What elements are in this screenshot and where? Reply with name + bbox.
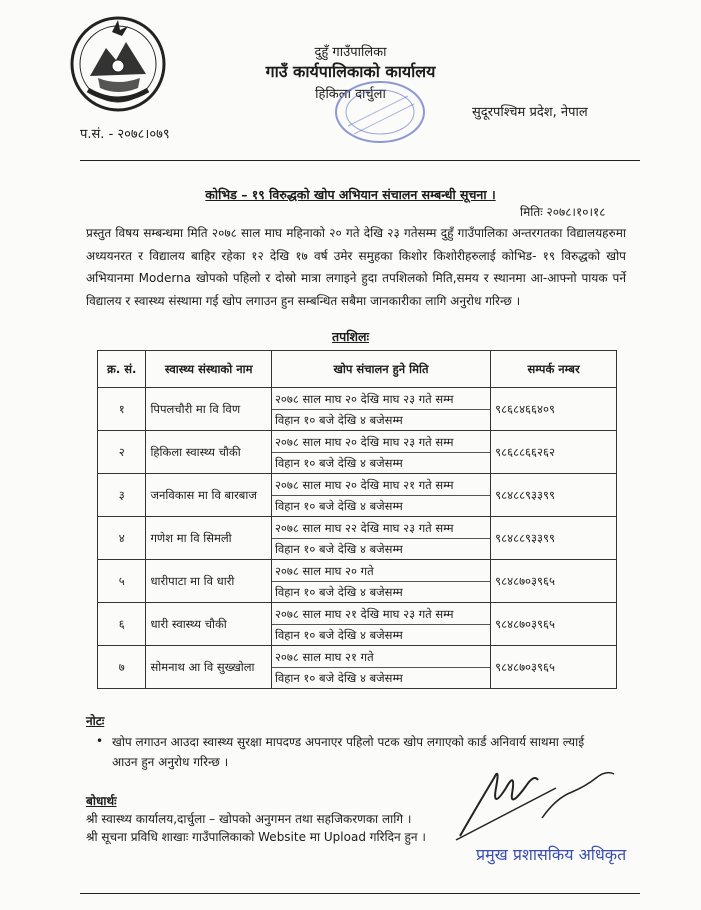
office-name: गाउँ कार्यपालिकाको कार्यालय [265,62,436,81]
table-row [98,388,617,431]
institution-cell: हिकिला स्वास्थ्य चौकी [146,431,271,474]
cc-item: श्री सूचना प्रविधि शाखाः गाउँपालिकाको Website मा Upload गरिदिन हुन । [86,830,426,844]
institution-cell: जनविकास मा वि बारबाज [146,474,271,517]
handwritten-signature-icon [446,748,626,848]
schedule-time: विहान १० बजे देखि ४ बजेसम्म [274,627,403,642]
notice-body: प्रस्तुत विषय सम्बन्धमा मिति २०७८ साल माघ महिनाको २० गते देखि २३ गतेसम्म दुहुँ गाउँपालिका अन्तरगतका विद्यालयहरुमा अध्ययनरत र विद्यालय बाहिर रहेका १२ देखि १७ वर्ष उमेर समुहका किशोर किशोरीहरुलाई कोभिड- १९ विरुद्धको खोप अभियानमा Moderna खोपको पहिलो र दोस्रो मात्रा लगाइने हुदा तपशिलको मिति,समय र स्थानमा आ-आफ्नो पायक पर्ने विद्यालय र स्वास्थ्य संस्थामा गई खोप लगाउन हुन सम्बन्धित सबैमा जानकारीका लागि अनुरोध गरिन्छ । [86,226,626,308]
column-header: खोप संचालन हुने मिति [271,351,490,388]
schedule-time: विहान १० बजे देखि ४ बजेसम्म [274,670,403,685]
institution-cell: गणेश मा वि सिमली [146,517,271,560]
contact-cell: ९८६८४६६४०९ [491,388,617,431]
schedule-cell [271,517,490,560]
contact-cell: ९८४८८९३३९९ [491,474,617,517]
contact-cell: ९८६८८६६२६२ [491,431,617,474]
serial-cell: २ [98,431,146,474]
schedule-time: विहान १० बजे देखि ४ बजेसम्म [274,455,403,470]
notice-date: मितिः २०७८।१०।१८ [520,205,606,219]
institution-cell: सोमनाथ आ वि सुख्खोला [146,646,271,689]
office-location: हिकिला दार्चुला [315,87,386,102]
cc-heading: बोधार्थः [86,794,117,808]
contact-cell: ९८४८७०३९६५ [491,646,617,689]
serial-cell: ४ [98,517,146,560]
serial-cell: ६ [98,603,146,646]
note-heading: नोटः [86,714,105,728]
vaccination-schedule-table [97,350,617,689]
institution-cell: धारी स्वास्थ्य चौकी [146,603,271,646]
office-stamp-icon [318,76,428,146]
schedule-cell [271,560,490,603]
schedule-date: २०७८ साल माघ २१ गते [272,647,490,668]
column-header: सम्पर्क नम्बर [491,351,617,388]
table-header-row [98,351,617,388]
schedule-date: २०७८ साल माघ २० देखि माघ २१ गते सम्म [272,475,490,496]
serial-cell: ५ [98,560,146,603]
notice-subject: कोभिड – १९ विरुद्धको खोप अभियान संचालन सम्बन्धी सूचना । [205,187,496,202]
contact-cell: ९८४८७०३९६५ [491,603,617,646]
schedule-cell [271,646,490,689]
schedule-cell [271,431,490,474]
serial-cell: ३ [98,474,146,517]
table-row [98,603,617,646]
schedule-cell [271,474,490,517]
note-text: खोप लगाउन आउदा स्वास्थ्य सुरक्षा मापदण्ड अपनाएर पहिलो पटक खोप लगाएको कार्ड अनिवार्य साथमा ल्याई आउन हुन अनुरोध गरिन्छ । [112,735,585,769]
schedule-cell [271,388,490,431]
institution-cell: धारीपाटा मा वि धारी [146,560,271,603]
column-header: स्वास्थ्य संस्थाको नाम [146,351,271,388]
cc-item: श्री स्वास्थ्य कार्यालय,दार्चुला – खोपको अनुगमन तथा सहजिकरणका लागि । [86,812,412,826]
table-row [98,646,617,689]
schedule-time: विहान १० बजे देखि ४ बजेसम्म [274,412,403,427]
column-header: क्र. सं. [98,351,146,388]
schedule-date: २०७८ साल माघ २० देखि माघ २३ गते सम्म [272,432,490,453]
contact-cell: ९८४८७०३९६५ [491,560,617,603]
province-name: सुदूरपश्चिम प्रदेश, नेपाल [472,105,588,120]
institution-cell: पिपलचौरी मा वि विण [146,388,271,431]
serial-cell: १ [98,388,146,431]
table-row [98,474,617,517]
serial-cell: ७ [98,646,146,689]
schedule-date: २०७८ साल माघ २० गते [272,561,490,582]
footer-divider [80,893,640,894]
table-row [98,517,617,560]
municipality-name: दुहुँ गाउँपालिका [314,45,387,60]
schedule-cell [271,603,490,646]
bullet: • [96,734,104,748]
schedule-date: २०७८ साल माघ २१ देखि माघ २३ गते सम्म [272,604,490,625]
schedule-time: विहान १० बजे देखि ४ बजेसम्म [274,498,403,513]
contact-cell: ९८४८८९३३९९ [491,517,617,560]
schedule-date: २०७८ साल माघ २० देखि माघ २३ गते सम्म [272,389,490,410]
details-title: तपशिलः [332,329,369,344]
schedule-time: विहान १० बजे देखि ४ बजेसम्म [274,541,403,556]
header-divider [80,160,640,161]
schedule-time: विहान १० बजे देखि ४ बजेसम्म [274,584,403,599]
reference-number: प.सं. - २०७८।०७९ [80,127,170,142]
table-row [98,431,617,474]
table-row [98,560,617,603]
schedule-date: २०७८ साल माघ २२ देखि माघ २३ गते सम्म [272,518,490,539]
officer-title: प्रमुख प्रशासकिय अधिकृत [476,845,627,864]
